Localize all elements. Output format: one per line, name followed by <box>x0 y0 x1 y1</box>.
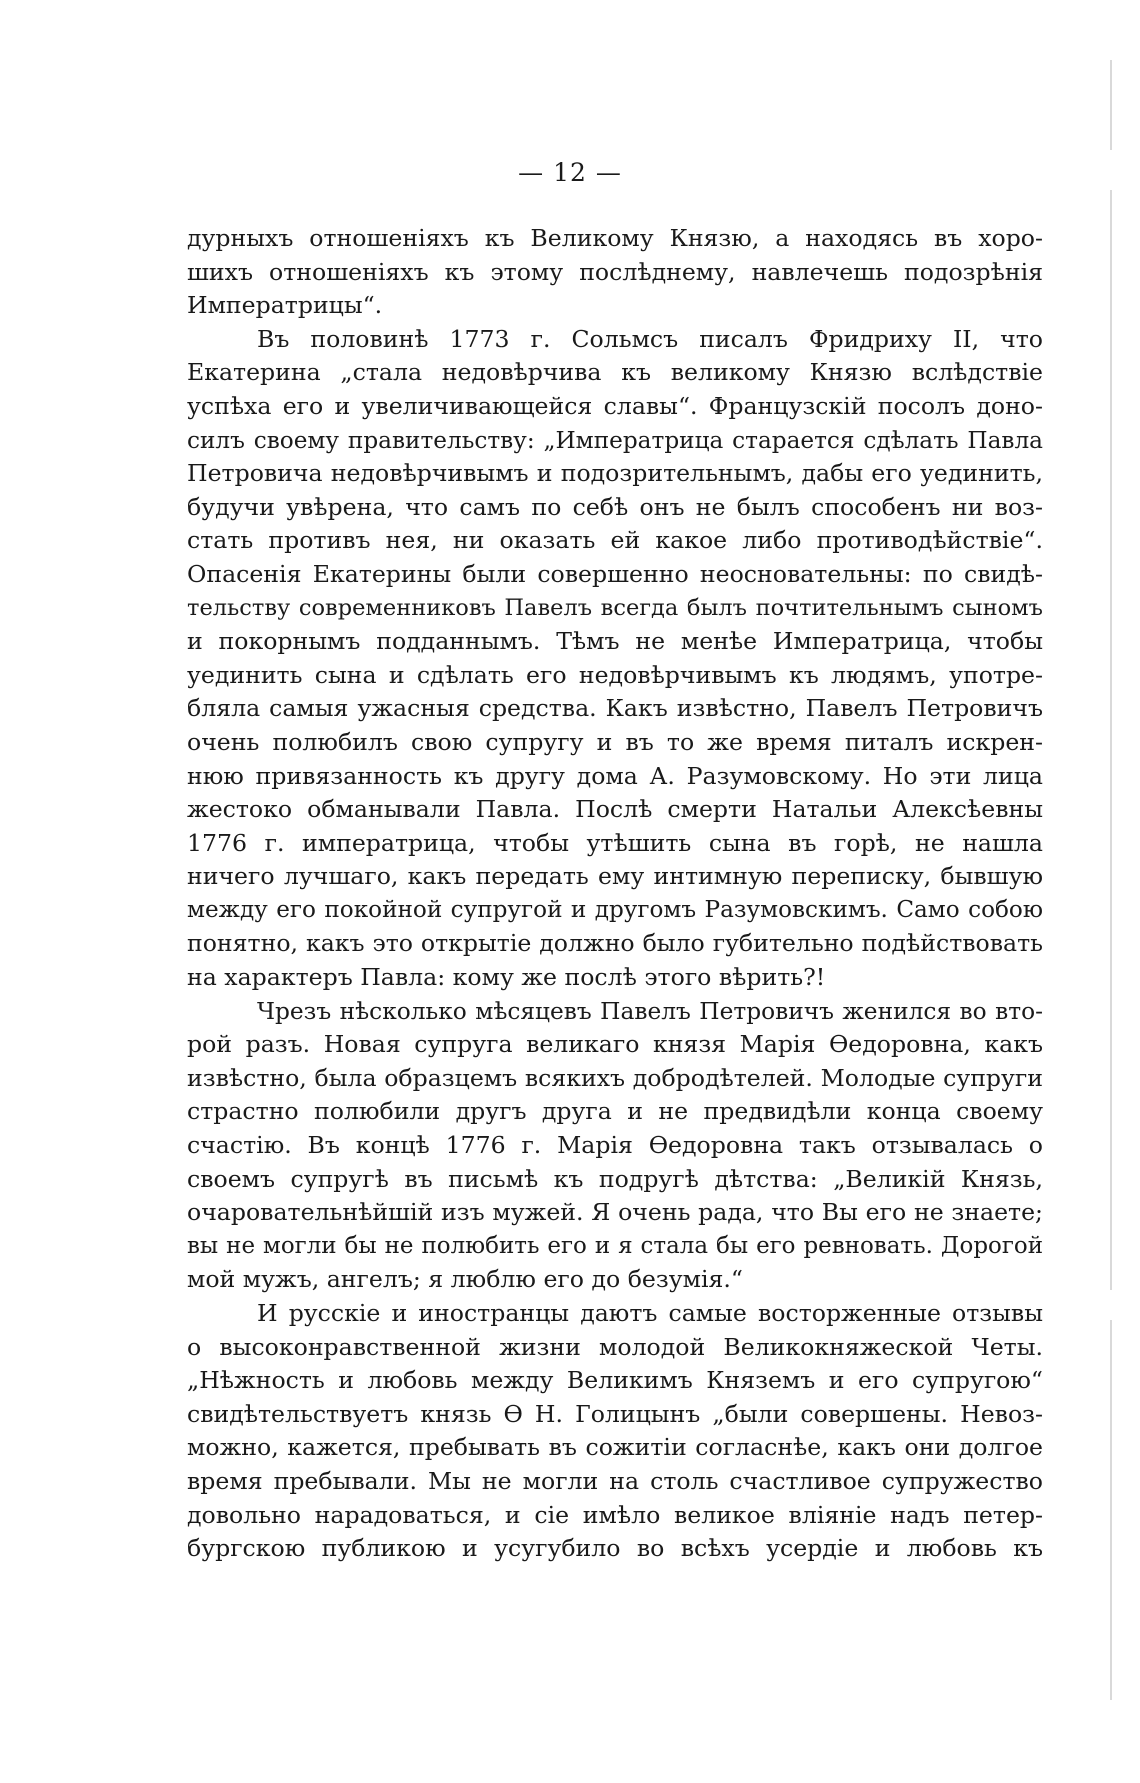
text-line: бургскою публикою и усугубило во всѣхъ усердіе и любовь къ <box>187 1534 1043 1563</box>
text-line: можно, кажется, пребывать въ сожитіи согласнѣе, какъ они долгое <box>187 1433 1043 1462</box>
text-line: „Нѣжность и любовь между Великимъ Княземъ и его супругою“ <box>187 1366 1043 1395</box>
text-line: уединить сына и сдѣлать его недовѣрчивымъ къ людямъ, употре- <box>187 660 1043 689</box>
paragraph-first-line: Въ половинѣ 1773 г. Сольмсъ писалъ Фридриху II, что <box>257 324 1043 353</box>
text-line: Петровича недовѣрчивымъ и подозрительнымъ, дабы его уединить, <box>187 459 1043 488</box>
page-edge-mark-top <box>1110 60 1112 150</box>
text-line: будучи увѣрена, что самъ по себѣ онъ не былъ способенъ ни воз- <box>187 492 1043 521</box>
text-line: понятно, какъ это открытіе должно было губительно подѣйствовать <box>187 929 1043 958</box>
text-line: между его покойной супругой и другомъ Разумовскимъ. Само собою <box>187 896 1043 923</box>
text-line: извѣстно, была образцемъ всякихъ добродѣтелей. Молодые супруги <box>187 1063 1043 1092</box>
text-line: довольно нарадоваться, и сіе имѣло великое вліяніе надъ петер- <box>187 1500 1043 1529</box>
text-line: и покорнымъ подданнымъ. Тѣмъ не менѣе Императрица, чтобы <box>187 627 1043 656</box>
text-line: страстно полюбили другъ друга и не предвидѣли конца своему <box>187 1097 1043 1126</box>
text-line: ничего лучшаго, какъ передать ему интимную переписку, бывшую <box>187 862 1043 891</box>
text-line: Опасенія Екатерины были совершенно неосновательны: по свидѣ- <box>187 559 1043 588</box>
text-line: Императрицы“. <box>187 291 383 320</box>
text-line: на характеръ Павла: кому же послѣ этого вѣрить?! <box>187 963 826 992</box>
text-line: своемъ супругѣ въ письмѣ къ подругѣ дѣтства: „Великій Князь, <box>187 1164 1043 1193</box>
page-edge-mark-bottom <box>1110 1320 1112 1700</box>
text-line: дурныхъ отношеніяхъ къ Великому Князю, а находясь въ хоро- <box>187 224 1043 252</box>
text-line: очаровательнѣйшій изъ мужей. Я очень рада, что Вы его не знаете; <box>187 1198 1043 1227</box>
text-line: рой разъ. Новая супруга великаго князя Марія Ѳедоровна, какъ <box>187 1030 1043 1059</box>
text-line: бляла самыя ужасныя средства. Какъ извѣстно, Павелъ Петровичъ <box>187 694 1043 723</box>
body-text <box>187 222 1043 1566</box>
text-line: 1776 г. императрица, чтобы утѣшить сына въ горѣ, не нашла <box>187 828 1043 857</box>
text-line: свидѣтельствуетъ князь Ѳ Н. Голицынъ „были совершены. Невоз- <box>187 1399 1043 1428</box>
text-line: силъ своему правительству: „Императрица старается сдѣлать Павла <box>187 426 1043 454</box>
text-line: счастію. Въ концѣ 1776 г. Марія Ѳедоровна такъ отзывалась о <box>187 1131 1043 1160</box>
text-line: успѣха его и увеличивающейся славы“. Французскій посолъ доно- <box>187 391 1043 420</box>
text-line: нюю привязанность къ другу дома А. Разумовскому. Но эти лица <box>187 761 1043 790</box>
text-line: очень полюбилъ свою супругу и въ то же время питалъ искрен- <box>187 727 1043 756</box>
text-line: время пребывали. Мы не могли на столь счастливое супружество <box>187 1466 1043 1495</box>
text-line: вы не могли бы не полюбить его и я стала бы его ревновать. Дорогой <box>187 1232 1043 1259</box>
text-line: шихъ отношеніяхъ къ этому послѣднему, навлечешь подозрѣнія <box>187 257 1043 286</box>
text-line: тельству современниковъ Павелъ всегда былъ почтительнымъ сыномъ <box>187 594 1043 621</box>
text-line: о высоконравственной жизни молодой Великокняжеской Четы. <box>187 1332 1043 1361</box>
paragraph-first-line: Чрезъ нѣсколько мѣсяцевъ Павелъ Петровичъ женился во вто- <box>257 997 1043 1025</box>
paragraph-first-line: И русскіе и иностранцы даютъ самые восторженные отзывы <box>257 1299 1043 1327</box>
text-line: мой мужъ, ангелъ; я люблю его до безумія.“ <box>187 1265 743 1294</box>
page-number: — 12 — <box>518 158 622 187</box>
text-line: Екатерина „стала недовѣрчива къ великому Князю вслѣдствіе <box>187 358 1043 387</box>
page-edge-mark-middle <box>1110 190 1112 1290</box>
text-line: стать противъ нея, ни оказать ей какое либо противодѣйствіе“. <box>187 526 1043 555</box>
text-line: жестоко обманывали Павла. Послѣ смерти Натальи Алексѣевны <box>187 795 1043 824</box>
